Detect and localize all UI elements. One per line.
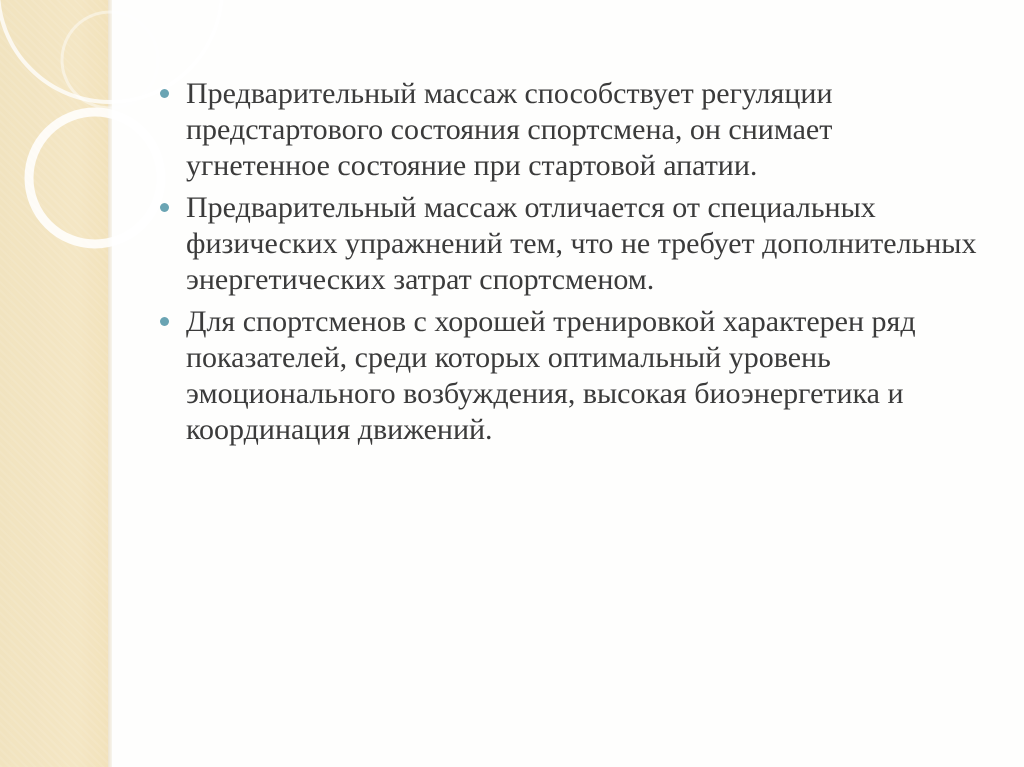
bullet-text: Предварительный массаж способствует регуляции предстартового состояния спортсмена, он снимает угнетенное состояние при стартовой апатии. [186, 77, 833, 182]
bullet-list [160, 76, 980, 448]
bullet-item [160, 190, 980, 298]
bullet-text: Для спортсменов с хорошей тренировкой характерен ряд показателей, среди которых оптимальный уровень эмоционального возбуждения, высокая биоэнергетика и координация движений. [186, 305, 916, 446]
bullet-dot-icon [160, 317, 169, 326]
ring-small [62, 12, 158, 108]
ring-medium [29, 112, 161, 244]
bullet-item [160, 76, 980, 184]
bullet-dot-icon [160, 89, 169, 98]
slide-content [160, 76, 980, 454]
bullet-item [160, 304, 980, 448]
bullet-dot-icon [160, 203, 169, 212]
bullet-text: Предварительный массаж отличается от специальных физических упражнений тем, что не требует дополнительных энергетических затрат спортсменом. [186, 191, 977, 296]
